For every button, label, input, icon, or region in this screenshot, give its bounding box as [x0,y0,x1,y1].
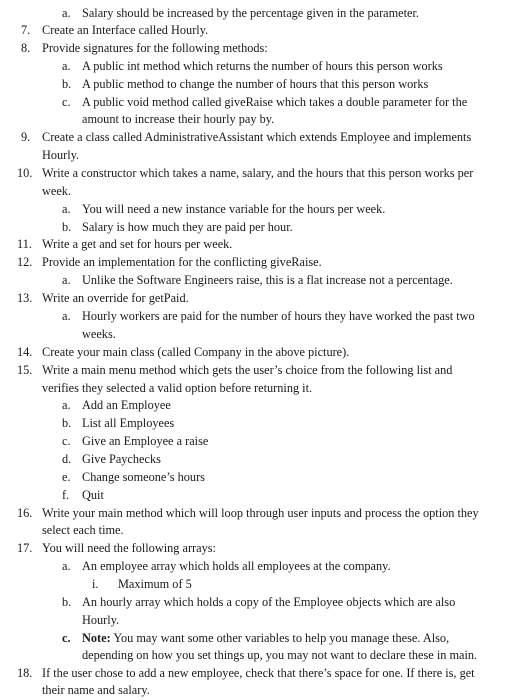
item-text: Provide signatures for the following methods: [42,41,268,55]
item-text: You may want some other variables to help you manage these. Also, [113,631,450,645]
item-text: week. [42,184,72,198]
item-text: A public int method which returns the number of hours this person works [82,59,443,73]
item-marker: f. [62,488,70,502]
item-marker: d. [62,452,72,466]
item-text: Salary is how much they are paid per hour. [82,220,293,234]
item-text: Salary should be increased by the percentage given in the parameter. [82,6,420,20]
item-marker: 18. [17,666,33,680]
item-marker: 7. [21,23,31,37]
item-marker: b. [62,77,72,91]
item-text: weeks. [82,327,116,341]
item-text: Give Paychecks [82,452,161,466]
item-marker: 14. [17,345,33,359]
item-marker: 9. [21,130,31,144]
item-marker: 13. [17,291,33,305]
item-text: Quit [82,488,104,502]
item-text: You will need the following arrays: [42,541,216,555]
item-marker: a. [62,202,71,216]
item-marker: 10. [17,166,33,180]
item-text: Hourly. [42,148,80,162]
item-text: Create a class called AdministrativeAssistant which extends Employee and implements [42,130,472,144]
item-marker: c. [62,434,71,448]
item-marker: a. [62,273,71,287]
item-marker: a. [62,59,71,73]
item-marker: 15. [17,363,33,377]
item-text: Maximum of 5 [118,577,192,591]
item-text: A public method to change the number of hours that this person works [82,77,429,91]
item-text: amount to increase their hourly pay by. [82,112,275,126]
item-marker: c. [62,631,71,645]
item-marker: 11. [17,237,32,251]
item-text: Provide an implementation for the conflicting giveRaise. [42,255,322,269]
item-text: Create your main class (called Company in the above picture). [42,345,350,359]
item-text: depending on how you set things up, you may not want to declare these in main. [82,648,478,662]
item-marker: a. [62,309,71,323]
item-text: select each time. [42,523,124,537]
item-marker: 12. [17,255,33,269]
item-marker: b. [62,416,72,430]
document-page: a. Salary should be increased by the percentage given in the parameter. 7. Create an Interface called Hourly. 8. Provide signatures for the following methods: a. A public int method which returns the number of hours this person works b. A public method to change the number of hours that this person works c. A public void method called giveRaise which takes a double parameter for the amount to increase their hourly pay by. 9. Create a class called AdministrativeAssistant which extends Employee and implements Hourly. 10. Write a constructor which takes a name, salary, and the hours that this person works per week. a. You will need a new instance variable for the hours per week. b. Salary is how much they are paid per hour. 11. Write a get and set for hours per week. 12. Provide an implementation for the conflicting giveRaise. a. Unlike the Software Engineers raise, this is a flat increase not a percentage. 13. Write an override for getPaid. a. Hourly workers are paid for the number of hours they have worked the past two weeks. 14. Create your main class (called Company in the above picture). 15. Write a main menu method which gets the user’s choice from the following list and verifies they selected a valid option before returning it. a. Add an Employee b. List all Employees c. Give an Employee a raise d. Give Paychecks e. Change someone’s hours f. Quit 16. Write your main method which will loop through user inputs and process the option they select each time. 17. You will need the following arrays: a. An employee array which holds all employees at the company. i. Maximum of 5 b. An hourly array which holds a copy of the Employee objects which are also Hourly. c. Note: You may want some other variables to help you manage these. Also, depending on how you set things up, you may not want to declare these in main. 18. If the user chose to add a new employee, check that there’s space for one. If there is, get their name and salary. [17,6,479,697]
item-text: Hourly. [82,613,120,627]
item-text: An hourly array which holds a copy of the Employee objects which are also [82,595,456,609]
item-marker: b. [62,595,72,609]
item-text: Unlike the Software Engineers raise, this is a flat increase not a percentage. [82,273,453,287]
item-marker: e. [62,470,71,484]
item-marker: 17. [17,541,33,555]
item-marker: 16. [17,506,33,520]
item-text: Write a get and set for hours per week. [42,237,233,251]
item-text: List all Employees [82,416,175,430]
item-text: An employee array which holds all employees at the company. [82,559,391,573]
item-text: Write a constructor which takes a name, salary, and the hours that this person works per [42,166,474,180]
item-text: Write your main method which will loop through user inputs and process the option they [42,506,479,520]
item-marker: a. [62,6,71,20]
item-text: their name and salary. [42,683,150,697]
item-text: Write a main menu method which gets the user’s choice from the following list and [42,363,453,377]
item-marker: i. [92,577,99,591]
item-text: You will need a new instance variable for the hours per week. [82,202,386,216]
item-marker: c. [62,95,71,109]
item-marker: a. [62,398,71,412]
item-marker: b. [62,220,72,234]
item-text: Give an Employee a raise [82,434,209,448]
item-text: If the user chose to add a new employee, check that there’s space for one. If there is, get [42,666,475,680]
item-text: verifies they selected a valid option before returning it. [42,381,313,395]
item-marker: a. [62,559,71,573]
item-text: Hourly workers are paid for the number of hours they have worked the past two [82,309,475,323]
item-marker: 8. [21,41,31,55]
item-text: Add an Employee [82,398,171,412]
item-text: Write an override for getPaid. [42,291,189,305]
item-text: Change someone’s hours [82,470,205,484]
item-text: A public void method called giveRaise which takes a double parameter for the [82,95,468,109]
note-label: Note [82,631,107,645]
item-text: Create an Interface called Hourly. [42,23,209,37]
